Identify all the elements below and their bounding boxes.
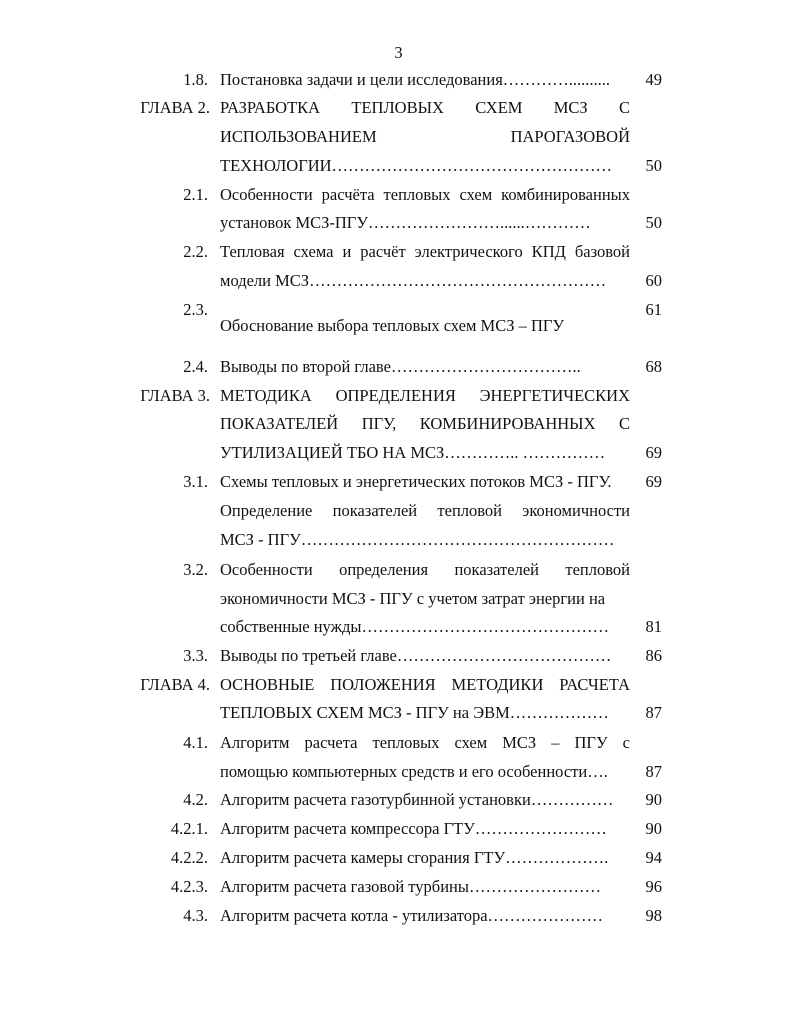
toc-text: Постановка задачи и цели исследования…………..........	[220, 70, 611, 89]
toc-page: 81	[645, 617, 662, 636]
toc-page: 87	[645, 703, 662, 722]
toc-text: собственные нужды………………………………………	[220, 617, 609, 636]
toc-page: 90	[645, 819, 662, 838]
toc-text: Алгоритм расчета камеры сгорания ГТУ……………….	[220, 848, 609, 867]
toc-number: 1.8.	[183, 70, 208, 89]
toc-chapter-number: ГЛАВА 3.	[140, 386, 210, 405]
toc-page: 87	[645, 762, 662, 781]
toc-heading: ТЕХНОЛОГИИ……………………………………………	[220, 156, 613, 175]
toc-number: 2.3.	[183, 300, 208, 319]
toc-number: 2.2.	[183, 242, 208, 261]
toc-number: 4.2.1.	[170, 819, 208, 838]
toc-page: 94	[645, 848, 662, 867]
toc-text: Обоснование выбора тепловых схем МСЗ – ПГУ	[220, 316, 565, 335]
toc-page: 96	[645, 877, 662, 896]
toc-heading: РАЗРАБОТКА ТЕПЛОВЫХ СХЕМ МСЗ С	[220, 98, 630, 117]
toc-text: экономичности МСЗ - ПГУ с учетом затрат энергии на	[220, 589, 606, 608]
toc-page: 50	[645, 156, 662, 175]
toc-number: 2.4.	[183, 357, 208, 376]
toc-heading: ОСНОВНЫЕ ПОЛОЖЕНИЯ МЕТОДИКИ РАСЧЕТА	[220, 675, 630, 694]
toc-number: 4.2.2.	[170, 848, 208, 867]
toc-text: Выводы по третьей главе…………………………………	[220, 646, 612, 665]
toc-text: помощью компьютерных средств и его особенности….	[220, 762, 608, 781]
toc-chapter-number: ГЛАВА 4.	[140, 675, 210, 694]
toc-page: 68	[645, 357, 662, 376]
toc-page: 61	[645, 300, 662, 319]
toc-text: установок МСЗ-ПГУ……………………......…………	[220, 213, 591, 232]
toc-text: Тепловая схема и расчёт электрического КПД базовой	[220, 242, 630, 261]
toc-page: 69	[645, 443, 662, 462]
toc-text: Особенности определения показателей тепловой	[220, 560, 630, 579]
toc-text: Алгоритм расчета газовой турбины……………………	[220, 877, 601, 896]
toc-page: 50	[645, 213, 662, 232]
toc-text: Алгоритм расчета тепловых схем МСЗ – ПГУ с	[220, 733, 630, 752]
toc-page: 69	[645, 472, 662, 491]
toc-page: 90	[645, 790, 662, 809]
toc-page: 86	[645, 646, 662, 665]
toc-number: 4.3.	[183, 906, 208, 925]
toc-text: Определение показателей тепловой экономичности	[220, 501, 630, 520]
toc-number: 3.2.	[183, 560, 208, 579]
toc-text: МСЗ - ПГУ…………………………………………………	[220, 530, 615, 549]
toc-page: 98	[645, 906, 662, 925]
toc-heading: МЕТОДИКА ОПРЕДЕЛЕНИЯ ЭНЕРГЕТИЧЕСКИХ	[220, 386, 630, 405]
toc-page: 49	[645, 70, 662, 89]
toc-text: Схемы тепловых и энергетических потоков МСЗ - ПГУ.	[220, 472, 612, 491]
toc-heading: ПОКАЗАТЕЛЕЙ ПГУ, КОМБИНИРОВАННЫХ С	[220, 414, 630, 433]
toc-number: 4.1.	[183, 733, 208, 752]
toc-number: 2.1.	[183, 185, 208, 204]
toc-text: Алгоритм расчета котла - утилизатора…………………	[220, 906, 604, 925]
toc-number: 3.1.	[183, 472, 208, 491]
toc-chapter-number: ГЛАВА 2.	[140, 98, 210, 117]
page-number: 3	[394, 43, 403, 62]
toc-page: 60	[645, 271, 662, 290]
toc-number: 3.3.	[183, 646, 208, 665]
toc-number: 4.2.3.	[170, 877, 208, 896]
toc-text: Алгоритм расчета компрессора ГТУ……………………	[220, 819, 607, 838]
toc-heading: ТЕПЛОВЫХ СХЕМ МСЗ - ПГУ на ЭВМ………………	[220, 703, 609, 722]
toc-text: модели МСЗ………………………………………………	[220, 271, 607, 290]
toc-text: Особенности расчёта тепловых схем комбинированных	[220, 185, 630, 204]
toc-number: 4.2.	[183, 790, 208, 809]
toc-text: Алгоритм расчета газотурбинной установки……………	[220, 790, 614, 809]
toc-text: Выводы по второй главе……………………………..	[220, 357, 581, 376]
toc-heading: ИСПОЛЬЗОВАНИЕМ ПАРОГАЗОВОЙ	[220, 127, 630, 146]
toc-heading: УТИЛИЗАЦИЕЙ ТБО НА МСЗ………….. ……………	[220, 443, 606, 462]
